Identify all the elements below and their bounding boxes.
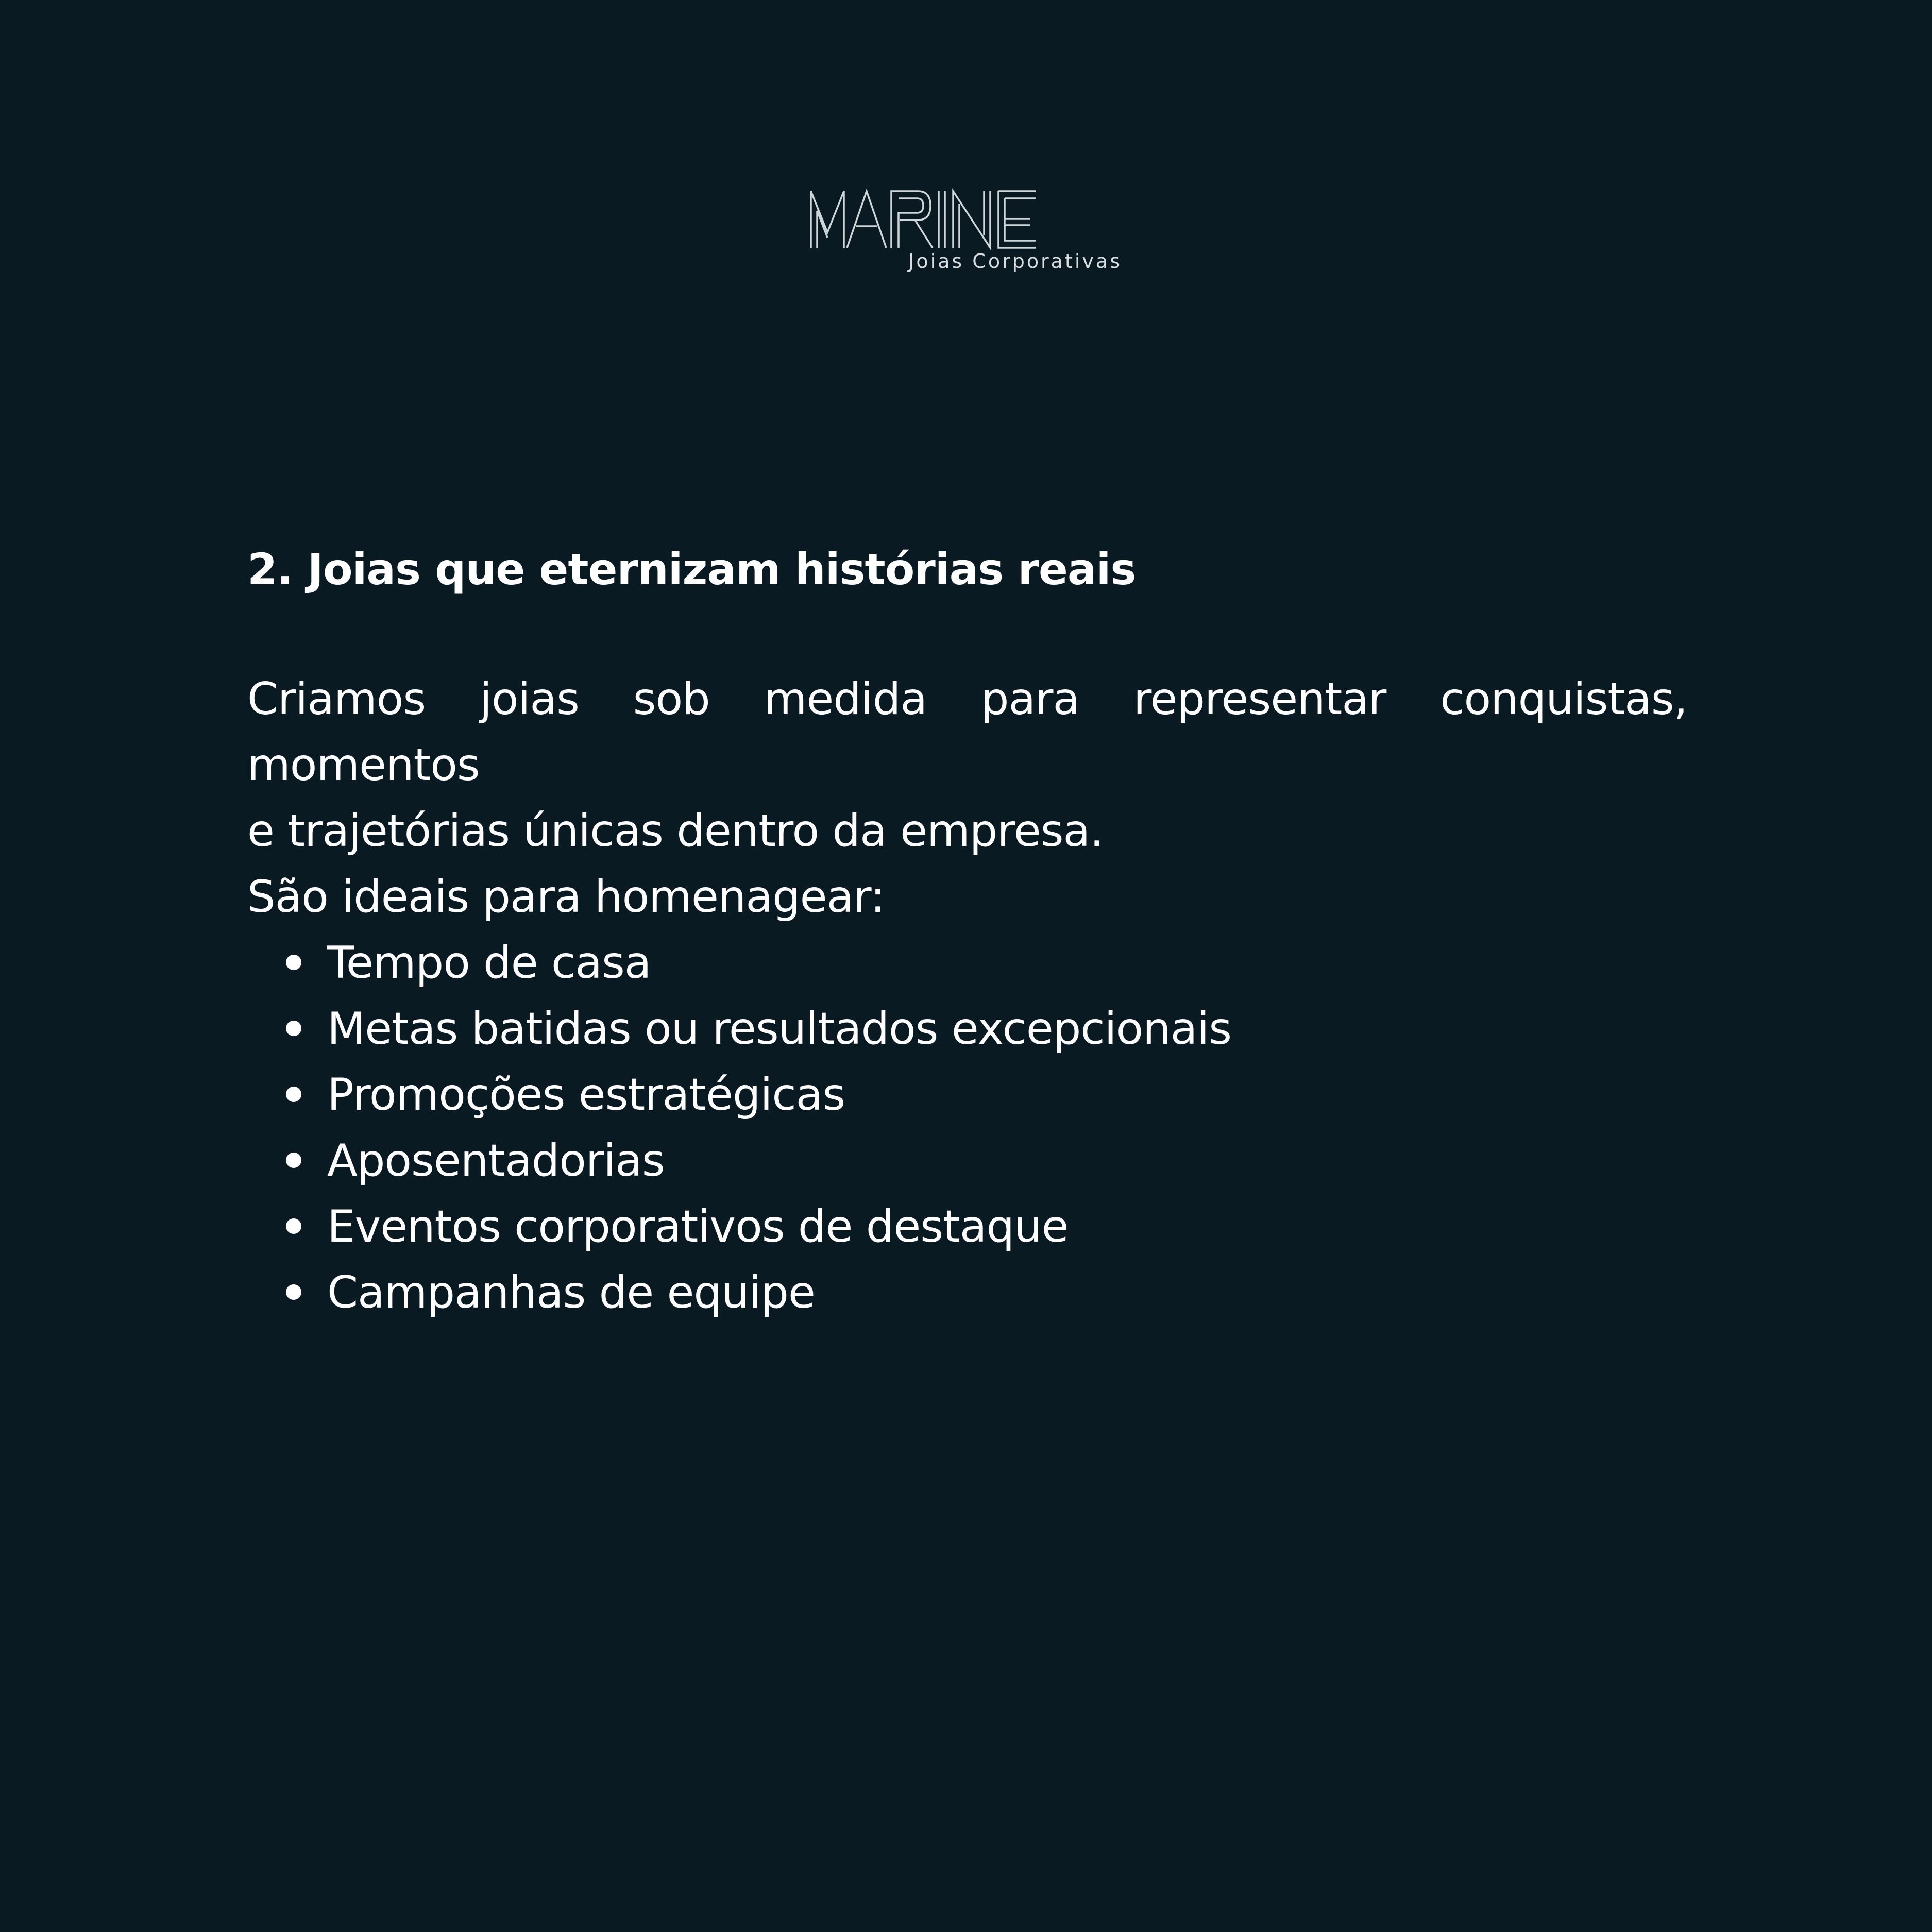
bullet-icon (286, 1218, 301, 1234)
brand-tagline: Joias Corporativas (908, 250, 1122, 273)
bullet-icon (286, 1087, 301, 1102)
intro-paragraph (247, 666, 1687, 930)
intro-line-3: e trajetórias únicas dentro da empresa. (247, 805, 1104, 857)
list-item (247, 1194, 1687, 1260)
bullet-icon (286, 1153, 301, 1168)
main-content (247, 538, 1687, 1326)
list-item (247, 930, 1687, 996)
marine-wordmark-icon (809, 188, 1126, 250)
list-item (247, 1260, 1687, 1326)
brand-logo (809, 188, 1126, 278)
honor-list (247, 930, 1687, 1326)
list-item-label: Promoções estratégicas (327, 1069, 845, 1121)
list-item-label: Tempo de casa (327, 937, 651, 989)
bullet-icon (286, 1021, 301, 1036)
intro-line-1: Criamos joias sob medida para representar conquistas, (247, 673, 1687, 725)
list-intro: São ideais para homenagear: (247, 871, 885, 923)
section-heading: 2. Joias que eternizam histórias reais (247, 544, 1136, 595)
list-item-label: Metas batidas ou resultados excepcionais (327, 1003, 1232, 1055)
list-item-label: Aposentadorias (327, 1135, 665, 1187)
list-item-label: Eventos corporativos de destaque (327, 1201, 1069, 1252)
list-item (247, 1062, 1687, 1128)
list-item-label: Campanhas de equipe (327, 1267, 815, 1318)
list-item (247, 996, 1687, 1062)
intro-line-2: momentos (247, 739, 480, 791)
list-item (247, 1128, 1687, 1194)
bullet-icon (286, 955, 301, 970)
bullet-icon (286, 1284, 301, 1300)
